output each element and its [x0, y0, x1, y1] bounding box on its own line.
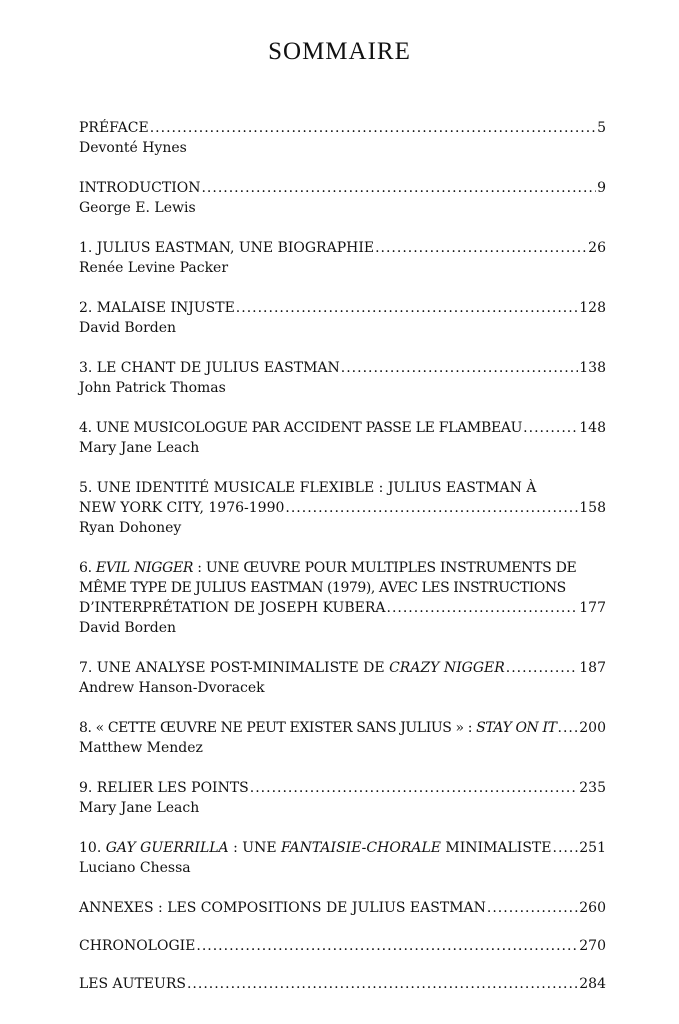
dot-leader: [341, 358, 578, 378]
page-number: 200: [579, 720, 606, 736]
page-number: 187: [579, 660, 606, 676]
entry-author: George E. Lewis: [79, 200, 196, 216]
toc-line: [79, 418, 606, 438]
toc-line: [79, 658, 606, 678]
toc-entry-6: [79, 558, 606, 638]
entry-title-line: D’INTERPRÉTATION DE JOSEPH KUBERA: [79, 600, 386, 616]
entry-title-line: MÊME TYPE DE JULIUS EASTMAN (1979), AVEC LES INSTRUCTIONS: [79, 580, 566, 596]
entry-author: David Borden: [79, 620, 177, 636]
entry-title: 4. UNE MUSICOLOGUE PAR ACCIDENT PASSE LE FLAMBEAU: [79, 420, 523, 436]
entry-title-line: 5. UNE IDENTITÉ MUSICALE FLEXIBLE : JULIUS EASTMAN À: [79, 480, 537, 496]
dot-leader: [285, 498, 578, 518]
toc-line: [79, 718, 606, 738]
toc-entry-10: [79, 838, 606, 878]
toc-line: [79, 598, 606, 618]
toc-entry-introduction: [79, 178, 606, 218]
dot-leader: [506, 658, 578, 678]
dot-leader: [553, 838, 579, 858]
entry-title-line: [79, 558, 606, 578]
page-number: 251: [579, 840, 606, 856]
dot-leader: [196, 936, 578, 956]
toc-entry-5: [79, 478, 606, 538]
dot-leader: [250, 778, 578, 798]
toc-line: [79, 838, 606, 858]
page-title: SOMMAIRE: [268, 38, 411, 65]
toc-line: [79, 498, 606, 518]
entry-author: John Patrick Thomas: [79, 380, 226, 396]
entry-title: INTRODUCTION: [79, 180, 201, 196]
entry-author: Luciano Chessa: [79, 860, 191, 876]
dot-leader: [387, 598, 579, 618]
entry-title-line: NEW YORK CITY, 1976-1990: [79, 500, 285, 516]
dot-leader: [375, 238, 587, 258]
entry-title: [79, 838, 552, 858]
entry-title: ANNEXES : LES COMPOSITIONS DE JULIUS EASTMAN: [79, 900, 486, 916]
page-number: 148: [579, 420, 606, 436]
page-number: 284: [579, 976, 606, 992]
toc-entry-7: [79, 658, 606, 698]
dot-leader: [487, 898, 578, 918]
toc-line: [79, 778, 606, 798]
toc-line: [79, 974, 606, 994]
work-title: CRAZY NIGGER: [389, 660, 505, 676]
toc-line: [79, 118, 606, 138]
toc-line: [79, 936, 606, 956]
entry-title-prefix: 8. « CETTE ŒUVRE NE PEUT EXISTER SANS JULIUS » :: [79, 720, 477, 736]
entry-title: 3. LE CHANT DE JULIUS EASTMAN: [79, 360, 340, 376]
entry-author: David Borden: [79, 320, 177, 336]
toc-entry-8: [79, 718, 606, 758]
work-title: STAY ON IT: [476, 720, 557, 736]
entry-author: Mary Jane Leach: [79, 440, 200, 456]
entry-title: CHRONOLOGIE: [79, 938, 196, 954]
table-of-contents: [79, 118, 606, 1012]
toc-line: [79, 238, 606, 258]
toc-line: [79, 178, 606, 198]
dot-leader: [558, 718, 579, 738]
work-title: EVIL NIGGER: [95, 560, 194, 576]
page-number: 9: [597, 180, 606, 196]
dot-leader: [187, 974, 578, 994]
entry-author: Andrew Hanson-Dvoracek: [79, 680, 265, 696]
entry-title: [79, 658, 505, 678]
entry-number: 6.: [79, 560, 96, 576]
page-number: 158: [579, 500, 606, 516]
entry-title: 2. MALAISE INJUSTE: [79, 300, 235, 316]
entry-title-suffix: MINIMALISTE: [440, 840, 552, 856]
entry-title: 1. JULIUS EASTMAN, UNE BIOGRAPHIE: [79, 240, 375, 256]
toc-entry-annexes: [79, 898, 606, 918]
entry-title-prefix: 10.: [79, 840, 106, 856]
page-number: 177: [579, 600, 606, 616]
page-number: 270: [579, 938, 606, 954]
dot-leader: [236, 298, 578, 318]
entry-title: 9. RELIER LES POINTS: [79, 780, 249, 796]
toc-entry-chronologie: [79, 936, 606, 956]
entry-author: Mary Jane Leach: [79, 800, 200, 816]
toc-line: [79, 898, 606, 918]
page-number: 235: [579, 780, 606, 796]
toc-entry-9: [79, 778, 606, 818]
page-number: 128: [579, 300, 606, 316]
page-number: 138: [579, 360, 606, 376]
entry-author: Devonté Hynes: [79, 140, 187, 156]
entry-author: Matthew Mendez: [79, 740, 203, 756]
entry-title-rest: : UNE ŒUVRE POUR MULTIPLES INSTRUMENTS DE: [193, 560, 577, 576]
dot-leader: [523, 418, 578, 438]
toc-entry-3: [79, 358, 606, 398]
toc-entry-2: [79, 298, 606, 338]
entry-author: Renée Levine Packer: [79, 260, 229, 276]
toc-entry-preface: [79, 118, 606, 158]
toc-line: [79, 298, 606, 318]
toc-line: [79, 358, 606, 378]
work-title: GAY GUERRILLA: [105, 840, 229, 856]
entry-author: Ryan Dohoney: [79, 520, 182, 536]
entry-title: LES AUTEURS: [79, 976, 186, 992]
toc-entry-1: [79, 238, 606, 278]
dot-leader: [201, 178, 596, 198]
page-number: 26: [588, 240, 606, 256]
page-number: 5: [597, 120, 606, 136]
toc-entry-auteurs: [79, 974, 606, 994]
entry-title-prefix: 7. UNE ANALYSE POST-MINIMALISTE DE: [79, 660, 390, 676]
entry-title: [79, 718, 557, 738]
entry-title-middle: : UNE: [228, 840, 281, 856]
work-genre: FANTAISIE-CHORALE: [281, 840, 441, 856]
entry-title: PRÉFACE: [79, 120, 149, 136]
toc-entry-4: [79, 418, 606, 458]
page-number: 260: [579, 900, 606, 916]
dot-leader: [150, 118, 596, 138]
